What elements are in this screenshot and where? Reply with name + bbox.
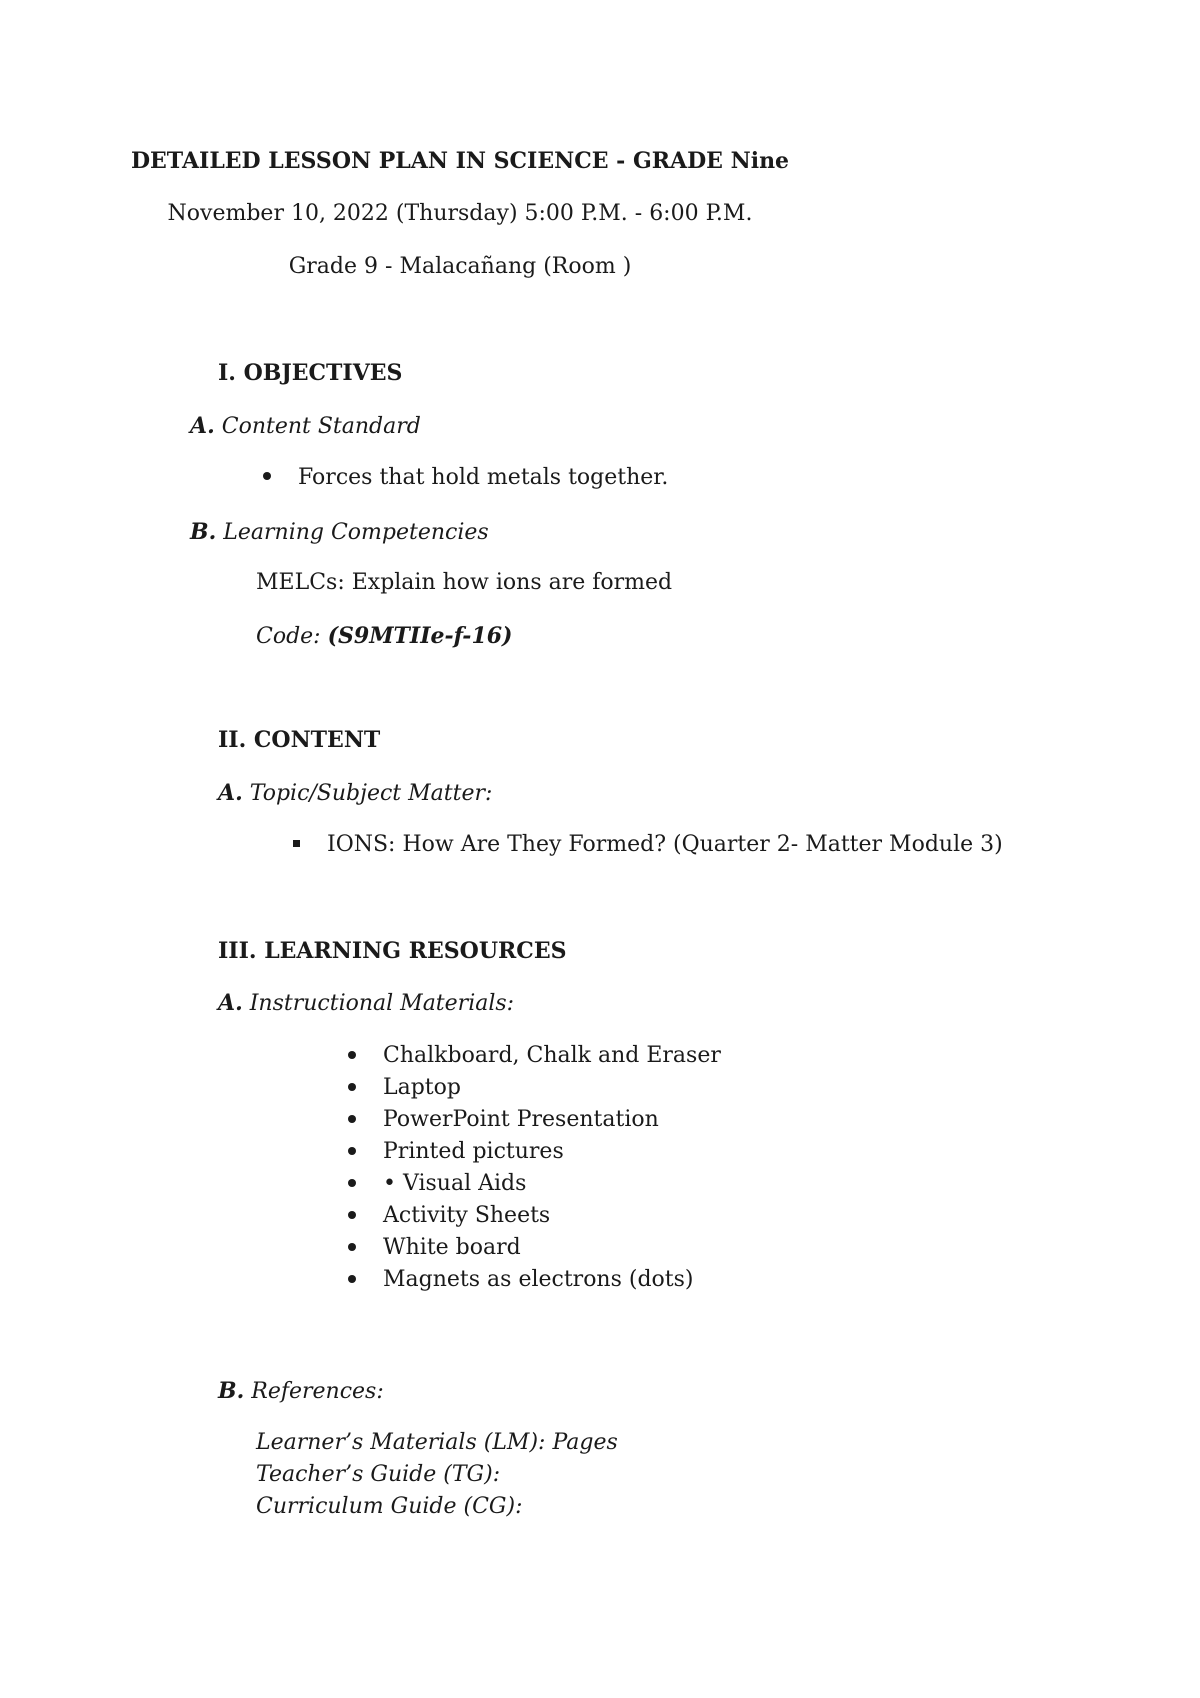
- content-standard-subheading: [190, 415, 421, 438]
- content-heading: II. CONTENT: [218, 727, 381, 753]
- list-item: Laptop: [383, 1075, 461, 1100]
- page-title: DETAILED LESSON PLAN IN SCIENCE - GRADE Nine: [130, 148, 790, 174]
- list-item: Magnets as electrons (dots): [383, 1267, 694, 1292]
- list-item: Activity Sheets: [383, 1203, 551, 1228]
- subheading-label: A.: [218, 990, 243, 1016]
- bullet-icon: [348, 1147, 356, 1155]
- competency-code: [256, 625, 512, 648]
- subheading-label: B.: [218, 1378, 245, 1404]
- subheading-title: Content Standard: [221, 414, 421, 439]
- bullet-icon: [348, 1115, 356, 1123]
- subheading-label: A.: [190, 413, 215, 439]
- subheading-title: Topic/Subject Matter:: [249, 781, 493, 806]
- list-item: Printed pictures: [383, 1139, 564, 1164]
- subheading-title: References:: [251, 1379, 384, 1404]
- bullet-icon: [348, 1083, 356, 1091]
- bullet-icon: [348, 1179, 356, 1187]
- learning-competencies-subheading: [190, 521, 489, 544]
- list-item: • Visual Aids: [383, 1171, 527, 1196]
- bullet-icon: [348, 1211, 356, 1219]
- topic-text: IONS: How Are They Formed? (Quarter 2- Matter Module 3): [327, 832, 1003, 857]
- bullet-icon: [348, 1243, 356, 1251]
- reference-item: Curriculum Guide (CG):: [256, 1494, 523, 1519]
- bullet-icon: [348, 1275, 356, 1283]
- instructional-materials-subheading: [218, 992, 514, 1015]
- list-item: Chalkboard, Chalk and Eraser: [383, 1043, 721, 1068]
- resources-heading: III. LEARNING RESOURCES: [218, 938, 567, 964]
- square-bullet-icon: [293, 840, 300, 847]
- bullet-icon: [263, 472, 271, 480]
- code-value: (S9MTIIe-f-16): [327, 623, 513, 649]
- code-label: Code:: [256, 624, 321, 649]
- reference-item: Learner’s Materials (LM): Pages: [256, 1430, 618, 1455]
- list-item: PowerPoint Presentation: [383, 1107, 659, 1132]
- lesson-datetime: November 10, 2022 (Thursday) 5:00 P.M. - 6:00 P.M.: [167, 201, 753, 226]
- subheading-label: B.: [190, 519, 217, 545]
- subheading-title: Instructional Materials:: [249, 991, 515, 1016]
- class-section: Grade 9 - Malacañang (Room ): [288, 254, 632, 279]
- bullet-icon: [348, 1051, 356, 1059]
- objectives-heading: I. OBJECTIVES: [218, 360, 403, 386]
- reference-item: Teacher’s Guide (TG):: [256, 1462, 501, 1487]
- list-item: White board: [383, 1235, 521, 1260]
- references-subheading: [218, 1380, 384, 1403]
- subheading-title: Learning Competencies: [223, 520, 489, 545]
- subheading-label: A.: [218, 780, 243, 806]
- melcs-text: MELCs: Explain how ions are formed: [256, 570, 673, 595]
- topic-subheading: [218, 782, 492, 805]
- list-item: Forces that hold metals together.: [298, 465, 669, 490]
